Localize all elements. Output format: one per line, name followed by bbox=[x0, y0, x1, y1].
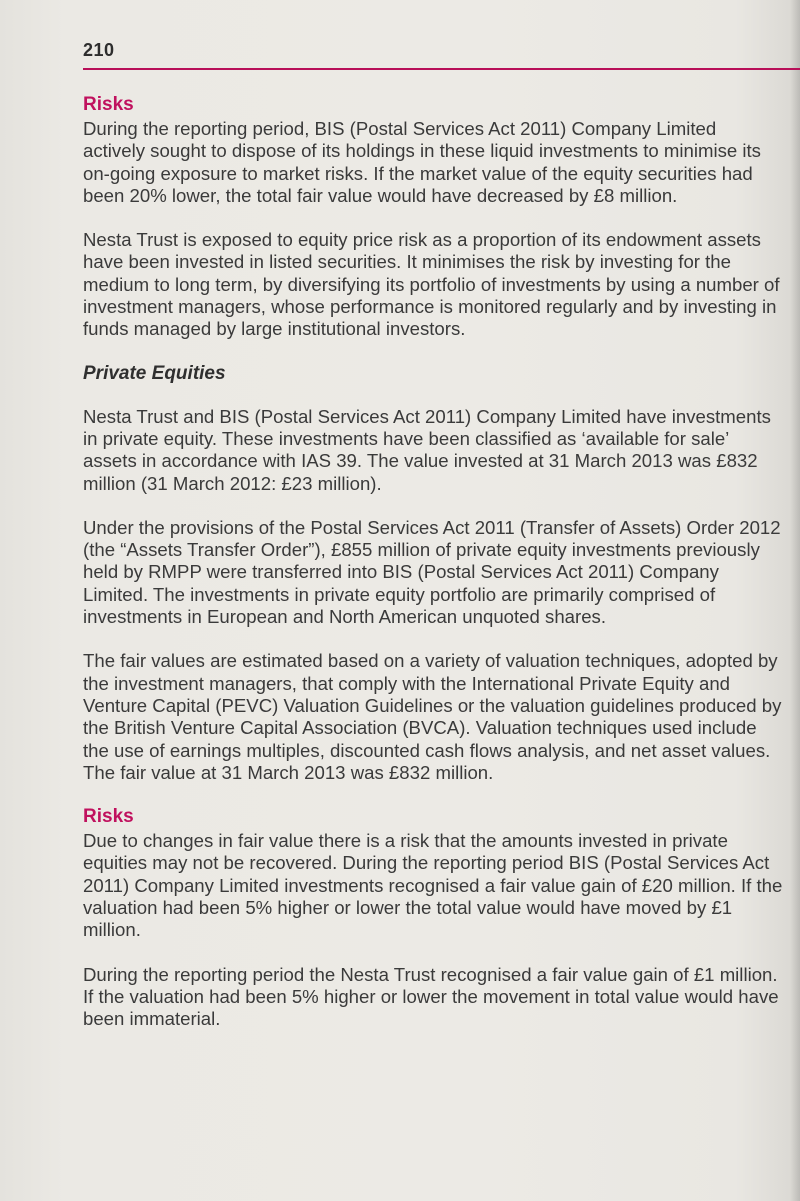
risks-section-1 bbox=[83, 92, 783, 341]
paragraph: During the reporting period the Nesta Trust recognised a fair value gain of £1 million. If the valuation had been 5% higher or lower the movement in total value would have been immaterial. bbox=[83, 963, 779, 1030]
section-heading-risks: Risks bbox=[83, 806, 134, 828]
page-edge-shadow bbox=[790, 0, 800, 1201]
section-heading-risks: Risks bbox=[83, 94, 134, 115]
private-equities-section bbox=[83, 361, 783, 784]
page-content bbox=[83, 92, 783, 1031]
paragraph: During the reporting period, BIS (Postal Services Act 2011) Company Limited actively sought to dispose of its holdings in these liquid investments to minimise its on-going exposure to market risks. If the market value of the equity securities had been 20% lower, the total fair value would have decreased by £8 million. bbox=[83, 118, 761, 206]
paragraph: Due to changes in fair value there is a risk that the amounts invested in private equities may not be recovered. During the reporting period BIS (Postal Services Act 2011) Company Limited investments recognised a fair value gain of £20 million. If the valuation had been 5% higher or lower the total value would have moved by £1 million. bbox=[83, 830, 783, 941]
section-heading-private-equities: Private Equities bbox=[83, 362, 226, 384]
risks-section-2 bbox=[83, 804, 783, 1030]
paragraph: Nesta Trust and BIS (Postal Services Act 2011) Company Limited have investments in private equity. These investments have been classified as ‘available for sale’ assets in accordance with IAS 39. The value invested at 31 March 2013 was £832 million (31 March 2012: £23 million). bbox=[83, 405, 771, 494]
paragraph: Nesta Trust is exposed to equity price risk as a proportion of its endowment assets have been invested in listed securities. It minimises the risk by investing for the medium to long term, by diversifying its portfolio of investments by using a number of investment managers, whose performance is monitored regularly and by investing in funds managed by large institutional investors. bbox=[83, 229, 780, 340]
paragraph: Under the provisions of the Postal Services Act 2011 (Transfer of Assets) Order 2012 (the “Assets Transfer Order”), £855 million of private equity investments previously held by RMPP were transferred into BIS (Postal Services Act 2011) Company Limited. The investments in private equity portfolio are primarily comprised of investments in European and North American unquoted shares. bbox=[83, 516, 781, 628]
header-rule bbox=[83, 68, 800, 70]
paragraph: The fair values are estimated based on a variety of valuation techniques, adopted by the investment managers, that comply with the International Private Equity and Venture Capital (PEVC) Valuation Guidelines or the valuation guidelines produced by the British Venture Capital Association (BVCA). Valuation techniques used include the use of earnings multiples, discounted cash flows analysis, and net asset values. The fair value at 31 March 2013 was £832 million. bbox=[83, 650, 782, 783]
page-number: 210 bbox=[83, 40, 115, 60]
